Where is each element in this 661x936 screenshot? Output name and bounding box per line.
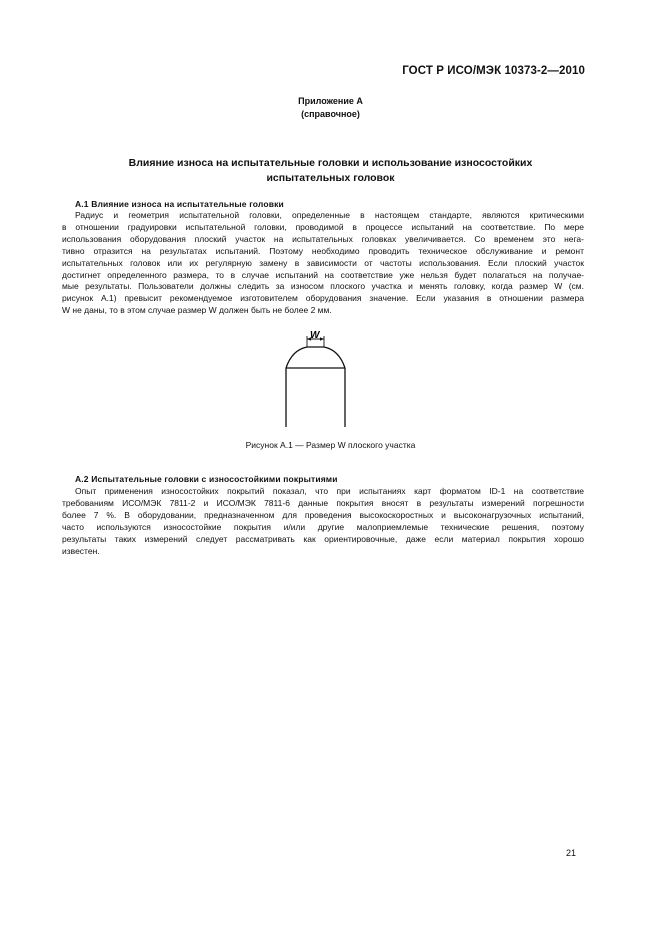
section-a2-paragraph [62, 486, 584, 557]
section-a1-paragraph [62, 210, 584, 317]
paragraph-line: W не даны, то в этом случае размер W должен быть не более 2 мм. [62, 305, 332, 316]
paragraph-line: в отношении градуировки испытательной головки, проводимой в процессе испытаний на соответствие. По мере [62, 221, 584, 232]
annex-title-line-2: испытательных головок [266, 172, 395, 184]
figure-caption: Рисунок А.1 — Размер W плоского участка [245, 440, 416, 450]
annex-block [0, 95, 661, 121]
section-a1-heading: А.1 Влияние износа на испытательные головки [75, 199, 284, 209]
annex-title [0, 156, 661, 186]
paragraph-line: результаты таких измерений следует рассматривать как ориентировочные, даже если материал покрытия хорошо [62, 533, 584, 544]
paragraph-line: тивно отразится на результатах испытаний. Поэтому необходимо проводить техническое обслуживание и ремонт [62, 245, 584, 256]
page-number: 21 [566, 848, 577, 858]
paragraph-line: Радиус и геометрия испытательной головки, определенные в настоящем стандарте, являются критическими [75, 210, 584, 220]
test-head-figure [270, 326, 370, 428]
annex-type: (справочное) [301, 109, 360, 119]
paragraph-line: мые результаты. Пользователи должны следить за износом плоского участка и менять головку, когда размер W (см. [62, 281, 584, 292]
paragraph-line: Опыт применения износостойких покрытий показал, что при испытаниях карт форматом ID-1 на соответствие [75, 486, 584, 496]
paragraph-line: требованиям ИСО/МЭК 7811-2 и ИСО/МЭК 7811-6 данные покрытия вносят в результаты измерений погрешности [62, 497, 584, 508]
paragraph-line: часто используются износостойкие покрытия и/или другие малоприемлемые технические решения, поэтому [62, 521, 584, 532]
paragraph-line: рисунок А.1) превысит рекомендуемое изготовителем оборудования значение. Если указания в отношении размера [62, 293, 584, 304]
figure-label-w: W [310, 330, 320, 341]
paragraph-line: испытательных головок или их регулярную замену в зависимости от частоты использования. Если плоский участок [62, 257, 584, 268]
section-a2-heading: А.2 Испытательные головки с износостойкими покрытиями [75, 474, 338, 484]
paragraph-line: более 7 %. В оборудовании, предназначенном для проведения высокоскоростных и высоконагрузочных испытаний, [62, 509, 584, 520]
paragraph-line: известен. [62, 545, 100, 556]
annex-title-line-1: Влияние износа на испытательные головки и использование износостойких [128, 157, 533, 169]
head-curved-top [286, 347, 345, 368]
paragraph-line: достигнет определенного размера, то в случае испытаний на соответствие уже нельзя будет полагаться на получае- [62, 269, 584, 280]
dimension-arrow-right [320, 337, 324, 340]
paragraph-line: использования оборудования плоский участок на испытательных головках увеличивается. Со временем это нега- [62, 233, 584, 244]
annex-label: Приложение А [298, 96, 363, 106]
document-header: ГОСТ Р ИСО/МЭК 10373-2—2010 [402, 65, 585, 77]
